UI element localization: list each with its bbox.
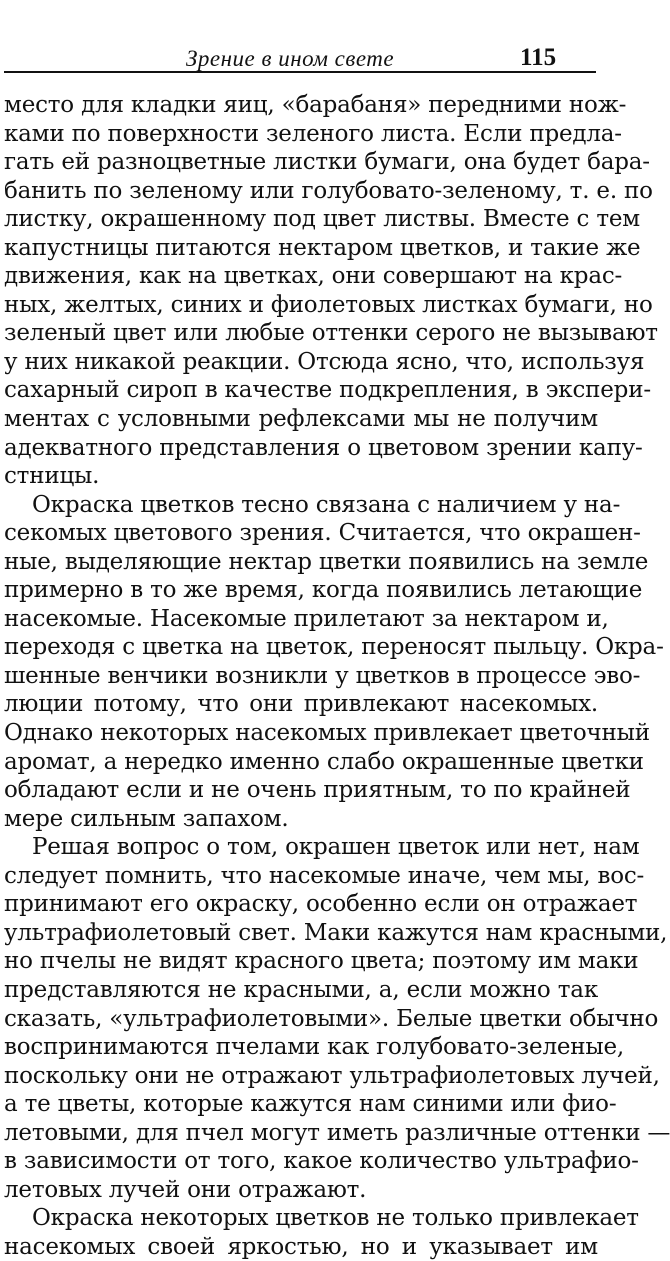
text-line: люции потому, что они привлекают насекомых. bbox=[4, 691, 598, 718]
text-line: примерно в то же время, когда появились летающие bbox=[4, 577, 643, 604]
text-line: Окраска некоторых цветков не только привлекает bbox=[32, 1205, 639, 1232]
text-line: место для кладки яиц, «барабаня» передними нож- bbox=[4, 92, 627, 118]
text-line: в зависимости от того, какое количество ультрафио- bbox=[4, 1148, 639, 1175]
text-line: стницы. bbox=[4, 463, 100, 490]
body-text bbox=[4, 91, 670, 1261]
text-line: насекомые. Насекомые прилетают за нектаром и, bbox=[4, 605, 609, 632]
text-line: сказать, «ультрафиолетовыми». Белые цветки обычно bbox=[4, 1005, 659, 1032]
text-line: но пчелы не видят красного цвета; поэтому им маки bbox=[4, 948, 639, 975]
text-line: насекомых своей яркостью, но и указывает им bbox=[4, 1233, 598, 1260]
text-line: следует помнить, что насекомые иначе, чем мы, вос- bbox=[4, 862, 645, 889]
text-line: у них никакой реакции. Отсюда ясно, что, используя bbox=[4, 348, 645, 375]
page-number: 115 bbox=[520, 44, 557, 71]
text-line: принимают его окраску, особенно если он отражает bbox=[4, 891, 638, 918]
text-line: ных, желтых, синих и фиолетовых листках бумаги, но bbox=[4, 291, 653, 318]
text-line: зеленый цвет или любые оттенки серого не вызывают bbox=[4, 320, 658, 347]
text-line: Однако некоторых насекомых привлекает цветочный bbox=[4, 720, 650, 747]
running-header bbox=[0, 40, 620, 74]
text-line: летовыми, для пчел могут иметь различные оттенки — bbox=[4, 1119, 670, 1146]
text-line: обладают если и не очень приятным, то по крайней bbox=[4, 777, 631, 804]
text-line: гать ей разноцветные листки бумаги, она будет бара- bbox=[4, 149, 650, 176]
running-title: Зрение в ином свете bbox=[186, 46, 395, 71]
header-rule bbox=[4, 71, 596, 73]
text-line: секомых цветового зрения. Считается, что окрашен- bbox=[4, 520, 641, 547]
text-line: летовых лучей они отражают. bbox=[4, 1176, 367, 1203]
text-line: банить по зеленому или голубовато-зеленому, т. е. по bbox=[4, 177, 653, 204]
text-line: Окраска цветков тесно связана с наличием у на- bbox=[32, 491, 621, 518]
text-line: капустницы питаются нектаром цветков, и такие же bbox=[4, 234, 641, 261]
text-line: представляются не красными, а, если можно так bbox=[4, 976, 598, 1003]
text-line: шенные венчики возникли у цветков в процессе эво- bbox=[4, 662, 641, 689]
text-line: листку, окрашенному под цвет листвы. Вместе с тем bbox=[4, 206, 640, 233]
text-line: аромат, а нередко именно слабо окрашенные цветки bbox=[4, 748, 644, 775]
text-line: адекватного представления о цветовом зрении капу- bbox=[4, 434, 643, 461]
text-line: движения, как на цветках, они совершают на крас- bbox=[4, 263, 623, 290]
text-line: ками по поверхности зеленого листа. Если предла- bbox=[4, 120, 622, 147]
text-line: а те цветы, которые кажутся нам синими или фио- bbox=[4, 1091, 617, 1118]
text-line: поскольку они не отражают ультрафиолетовых лучей, bbox=[4, 1062, 660, 1089]
text-line: ультрафиолетовый свет. Маки кажутся нам красными, bbox=[4, 919, 668, 946]
text-line: воспринимаются пчелами как голубовато-зеленые, bbox=[4, 1034, 625, 1061]
text-line: ментах с условными рефлексами мы не получим bbox=[4, 406, 598, 433]
text-line: сахарный сироп в качестве подкрепления, в экспери- bbox=[4, 377, 651, 404]
text-line: переходя с цветка на цветок, переносят пыльцу. Окра- bbox=[4, 634, 664, 661]
text-line: Решая вопрос о том, окрашен цветок или нет, нам bbox=[32, 834, 640, 861]
text-line: ные, выделяющие нектар цветки появились на земле bbox=[4, 548, 649, 575]
text-line: мере сильным запахом. bbox=[4, 805, 289, 832]
